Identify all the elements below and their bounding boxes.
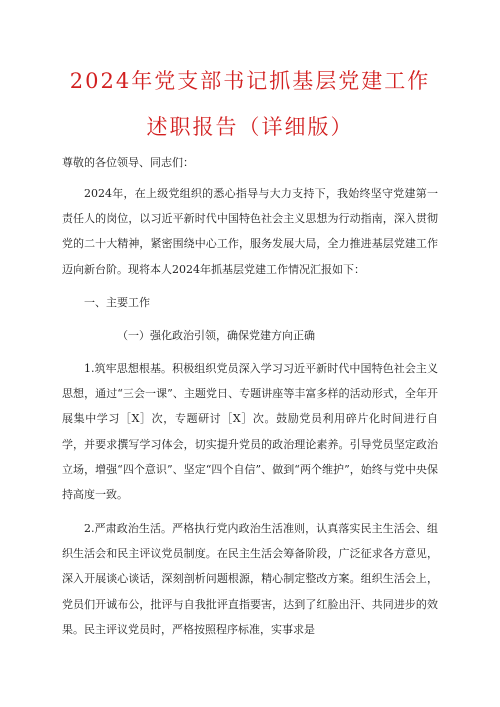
- document-title-line-2: 述职报告（详细版）: [146, 115, 354, 139]
- paragraph-item-1: 1.筑牢思想根基。积极组织党员深入学习习近平新时代中国特色社会主义思想，通过“三会一课”、主题党日、专题讲座等丰富多样的活动形式，全年开展集中学习［X］次，专题研讨［X］次。鼓励党员利用碎片化时间进行自学，并要求撰写学习体会，切实提升党员的政治理论素养。引导党员坚定政治立场，增强“四个意识”、坚定“四个自信”、做到“两个维护”，始终与党中央保持高度一致。: [62, 362, 438, 502]
- salutation: 尊敬的各位领导、同志们：: [62, 156, 194, 169]
- document-title-line-1: 2024年党支部书记抓基层党建工作: [69, 69, 431, 93]
- paragraph-item-2: 2.严肃政治生活。严格执行党内政治生活准则，认真落实民主生活会、组织生活会和民主评议党员制度。在民主生活会筹备阶段，广泛征求各方意见，深入开展谈心谈话，深刻剖析问题根源，精心制定整改方案。组织生活会上，党员们开诚布公，批评与自我批评直指要害，达到了红脸出汗、共同进步的效果。民主评议党员时，严格按照程序标准，实事求是: [62, 522, 438, 636]
- intro-paragraph: 2024年，在上级党组织的悉心指导与大力支持下，我始终坚守党建第一责任人的岗位，以习近平新时代中国特色社会主义思想为行动指南，深入贯彻党的二十大精神，紧密围绕中心工作，服务发展大局，全力推进基层党建工作迈向新台阶。现将本人2024年抓基层党建工作情况汇报如下：: [62, 187, 438, 276]
- section-heading-main-work: 一、主要工作: [84, 296, 150, 309]
- subsection-heading-political-leadership: （一）强化政治引领，确保党建方向正确: [117, 329, 315, 342]
